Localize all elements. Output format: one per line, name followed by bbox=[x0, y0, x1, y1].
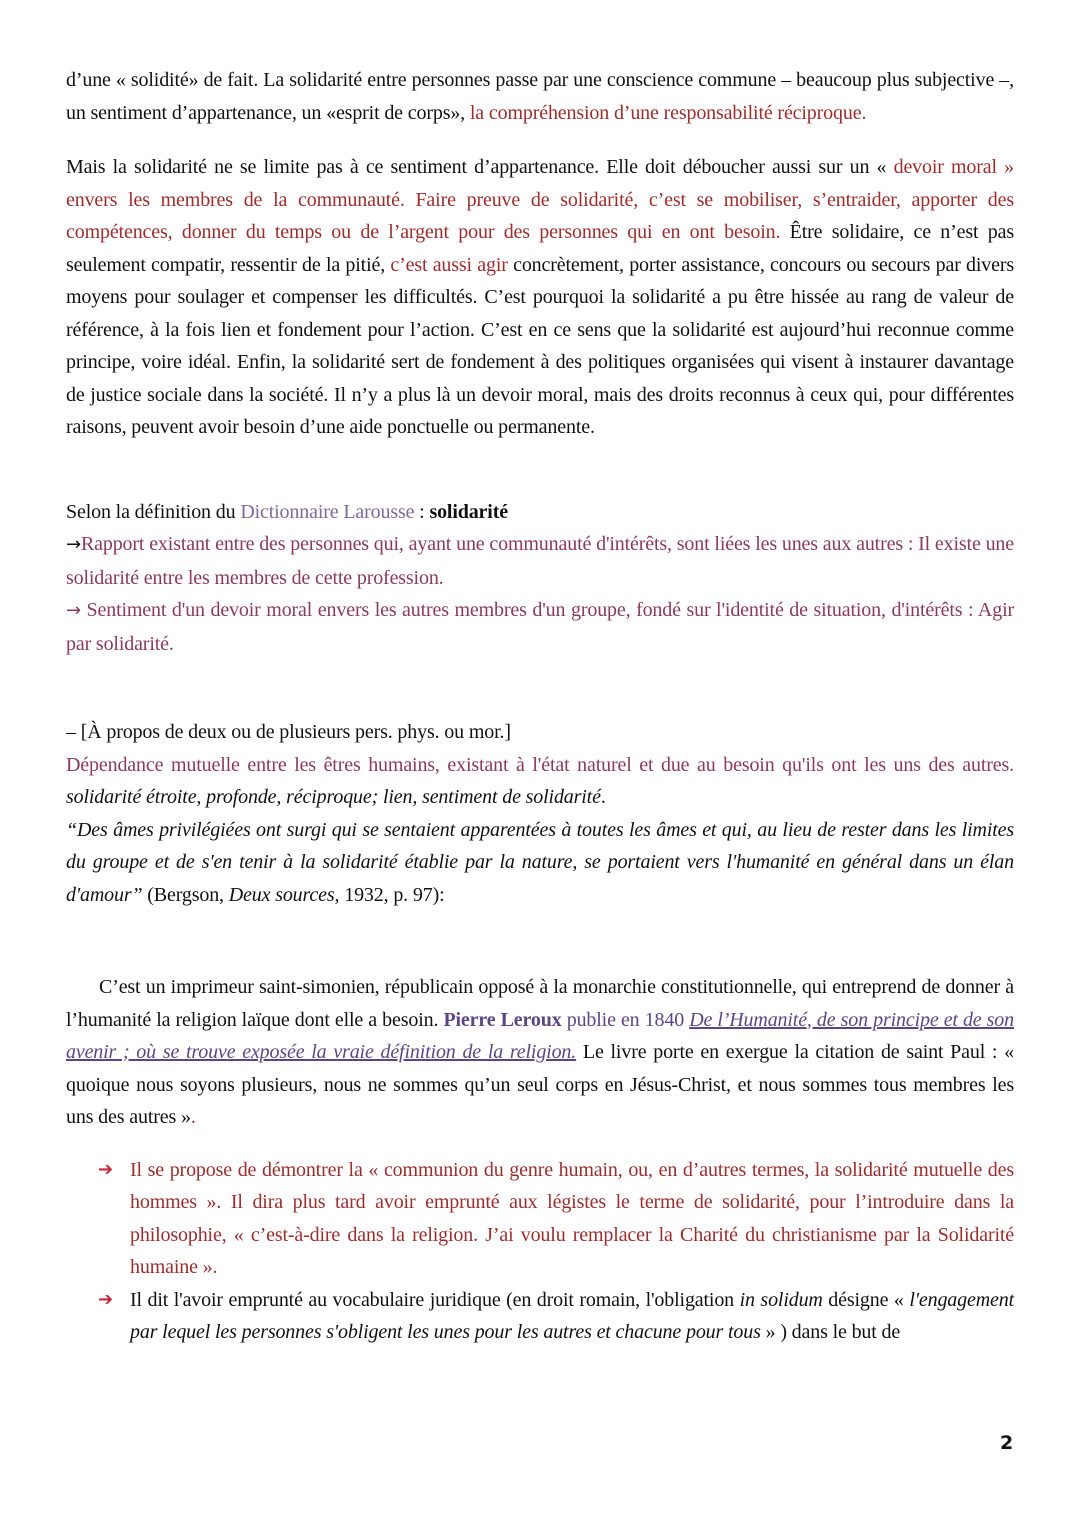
tlf-definition-text bbox=[66, 749, 1014, 814]
bergson-quote bbox=[66, 814, 1014, 912]
body-text: concrètement, porter assistance, concours ou secours par divers moyens pour soulager et compenser les difficultés. C’est pourquoi la solidarité a pu être hissée au rang de valeur de référence, à la fois lien et fondement pour l’action. C’est en ce sens que la solidarité est aujourd’hui reconnue comme principe, voire idéal. Enfin, la solidarité sert de fondement à des politiques organisées qui visent à instaurer davantage de justice sociale dans la société. Il n’y a plus là un devoir moral, mais des droits reconnus à ceux qui, pour différentes raisons, peuvent avoir besoin d’une aide ponctuelle ou permanente. bbox=[66, 253, 1015, 438]
quote-text: l'engagement par lequel les personnes s'obligent les unes pour les autres et chacune pour tous bbox=[130, 1288, 1015, 1343]
bullet-list bbox=[98, 1154, 1014, 1349]
arrow-bullet-icon: ➔ bbox=[98, 1288, 114, 1310]
body-text: désigne « bbox=[822, 1288, 910, 1311]
book-title-link[interactable]: De l’Humanité, de son principe et de son avenir ; où se trouve exposée la vraie définition de la religion. bbox=[66, 1008, 1015, 1063]
tlf-definition bbox=[66, 716, 1014, 911]
body-text: » ) dans le but de bbox=[760, 1321, 901, 1343]
punctuation: . bbox=[190, 1106, 196, 1128]
defined-term: solidarité bbox=[429, 500, 508, 523]
larousse-intro: Selon la définition du bbox=[66, 500, 241, 523]
arrow-right-icon: → bbox=[66, 600, 81, 621]
definition-text: Sentiment d'un devoir moral envers les autres membres d'un groupe, fondé sur l'identité de situation, d'intérêts : Agir par solidarité. bbox=[66, 599, 1014, 655]
definition-text: Rapport existant entre des personnes qui, ayant une communauté d'intérêts, sont liées les unes aux autres : Il existe une solidarité entre les membres de cette profession. bbox=[66, 533, 1014, 589]
paragraph-solidarity-intro bbox=[66, 64, 1014, 129]
highlight-text: devoir moral » envers les membres de la communauté. Faire preuve de solidarité, c’est se mobiliser, s’entraider, apporter des compétences, donner du temps ou de l’argent pour des personnes qui en ont besoin. bbox=[66, 156, 1014, 243]
paragraph-leroux bbox=[66, 971, 1014, 1134]
bullet-text: Il se propose de démontrer la « communion du genre humain, ou, en d’autres termes, la solidarité mutuelle des hommes ». Il dira plus tard avoir emprunté aux légistes le terme de solidarité, pour l’introduire dans la philosophie, « c’est-à-dire dans la religion. J’ai voulu remplacer la Charité du christianisme par la Solidarité humaine ». bbox=[130, 1158, 1014, 1278]
highlight-text: c’est aussi agir bbox=[390, 253, 508, 276]
separator: : bbox=[414, 500, 430, 523]
body-text: Mais la solidarité ne se limite pas à ce sentiment d’appartenance. Elle doit déboucher aussi sur un « bbox=[66, 156, 894, 178]
page-number: 2 bbox=[1000, 1432, 1014, 1454]
larousse-source: Dictionnaire Larousse bbox=[240, 500, 415, 523]
punctuation: . bbox=[600, 786, 606, 808]
examples: solidarité étroite, profonde, réciproque; lien, sentiment de solidarité bbox=[66, 786, 601, 808]
tlf-heading: – [À propos de deux ou de plusieurs pers. phys. ou mor.] bbox=[66, 721, 511, 743]
body-text: Le livre porte en exergue la citation de saint Paul : « quoique nous soyons plusieurs, nous ne sommes qu’un seul corps en Jésus-Christ, et nous sommes tous membres les uns des autres » bbox=[66, 1041, 1014, 1128]
citation-work: Deux sources bbox=[228, 883, 335, 906]
definition-1 bbox=[66, 528, 1014, 594]
latin-term: in solidum bbox=[739, 1288, 823, 1311]
bullet-item bbox=[98, 1284, 1014, 1349]
citation-text: , 1932, p. 97): bbox=[334, 883, 445, 906]
larousse-definition bbox=[66, 496, 1014, 661]
definition-text: Dépendance mutuelle entre les êtres humains, existant à l'état naturel et due au besoin qu'ils ont les uns des autres. bbox=[66, 753, 1014, 776]
bullet-text bbox=[130, 1284, 1014, 1349]
bullet-item bbox=[98, 1154, 1014, 1284]
paragraph-moral-duty bbox=[66, 151, 1014, 444]
highlight-text: la compréhension d’une responsabilité réciproque. bbox=[469, 101, 867, 124]
body-text: C’est un imprimeur saint-simonien, républicain opposé à la monarchie constitutionnelle, qui entreprend de donner à l’humanité la religion laïque dont elle a besoin. bbox=[66, 976, 1014, 1031]
body-text: d’une « solidité» de fait. La solidarité entre personnes passe par une conscience commune – beaucoup plus subjective –, un sentiment d’appartenance, un «esprit de corps», bbox=[66, 69, 1014, 124]
body-text: Être solidaire, ce n’est pas seulement compatir, ressentir de la pitié, bbox=[66, 221, 1014, 276]
arrow-bullet-icon: ➔ bbox=[98, 1158, 114, 1180]
author-name: Pierre Leroux bbox=[443, 1008, 562, 1031]
body-text: publie en 1840 bbox=[561, 1008, 690, 1031]
quote-text: “Des âmes privilégiées ont surgi qui se sentaient apparentées à toutes les âmes et qui, au lieu de rester dans les limites du groupe et de s'en tenir à la solidarité établie par la nature, se portaient vers l'humanité en général dans un élan d'amour” bbox=[66, 818, 1014, 906]
body-text: Il dit l'avoir emprunté au vocabulaire juridique (en droit romain, l'obligation bbox=[130, 1288, 740, 1311]
arrow-right-icon: → bbox=[66, 534, 81, 555]
citation-text: (Bergson, bbox=[142, 883, 229, 906]
document-page bbox=[66, 64, 1014, 1349]
definition-2 bbox=[66, 594, 1014, 660]
